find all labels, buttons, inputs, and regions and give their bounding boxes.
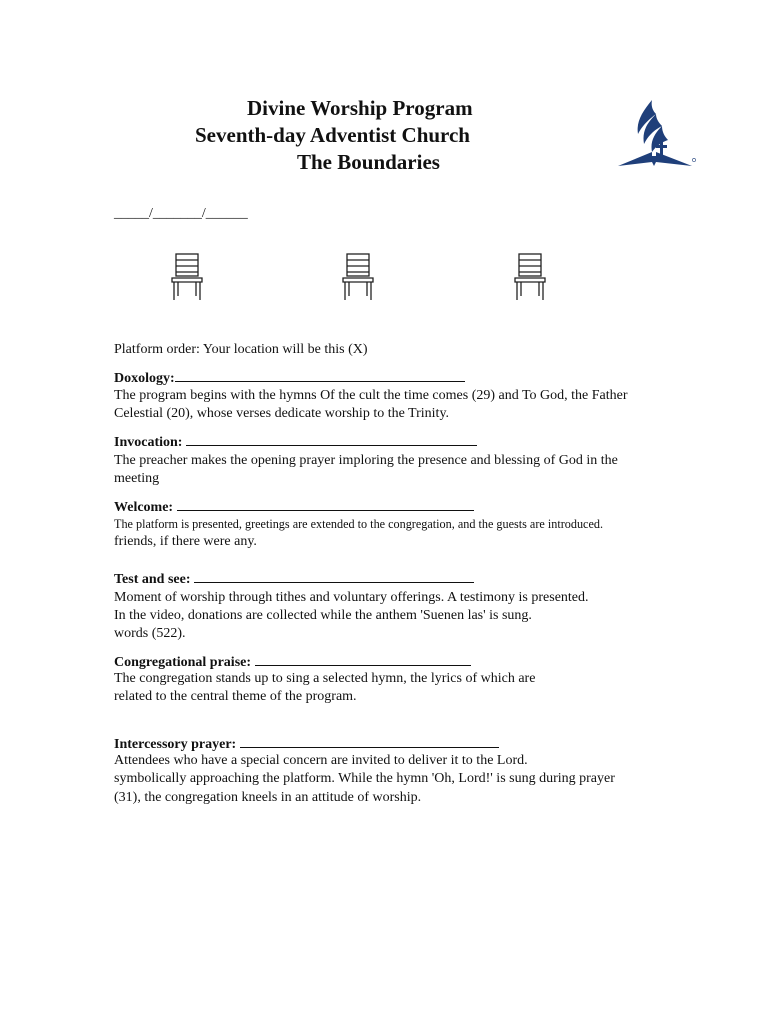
section-heading-label: Congregational praise:: [114, 655, 252, 670]
title-line-3: The Boundaries: [297, 150, 440, 174]
chair-icon: [342, 252, 374, 302]
test-and-see-text-line-1: Moment of worship through tithes and voluntary offerings. A testimony is presented.: [114, 590, 589, 605]
section-heading-label: Intercessory prayer:: [114, 737, 237, 752]
test-and-see-heading: [114, 570, 474, 589]
congregational-praise-text-line-2: related to the central theme of the program.: [114, 689, 357, 704]
platform-order-text: Platform order: Your location will be this (X): [114, 342, 368, 357]
blank-line: [177, 498, 474, 511]
intercessory-prayer-text-line-3: (31), the congregation kneels in an attitude of worship.: [114, 790, 422, 805]
congregational-praise-text-line-1: The congregation stands up to sing a selected hymn, the lyrics of which are: [114, 671, 536, 686]
section-heading-label: Invocation:: [114, 435, 183, 450]
intercessory-prayer-text-line-2: symbolically approaching the platform. While the hymn 'Oh, Lord!' is sung during prayer: [114, 771, 615, 786]
date-blank: _____/_______/______: [114, 206, 248, 221]
section-heading-label: Welcome:: [114, 500, 174, 515]
intercessory-prayer-text-line-1: Attendees who have a special concern are invited to deliver it to the Lord.: [114, 753, 528, 768]
adventist-logo-icon: [612, 96, 698, 172]
test-and-see-text-line-2: In the video, donations are collected while the anthem 'Suenen las' is sung.: [114, 608, 532, 623]
blank-line: [255, 653, 471, 666]
welcome-text-line-1: The platform is presented, greetings are extended to the congregation, and the guests are introduced.: [114, 517, 604, 531]
doxology-heading: [114, 369, 465, 388]
doxology-text-line-1: The program begins with the hymns Of the cult the time comes (29) and To God, the Father: [114, 388, 628, 403]
title-line-2: Seventh-day Adventist Church: [195, 123, 470, 147]
chair-icon: [514, 252, 546, 302]
invocation-heading: [114, 433, 477, 452]
section-heading-label: Doxology:: [114, 371, 175, 386]
test-and-see-text-line-3: words (522).: [114, 626, 186, 641]
section-heading-label: Test and see:: [114, 572, 191, 587]
blank-line: [194, 570, 474, 583]
blank-line: [240, 735, 499, 748]
welcome-text-line-2: friends, if there were any.: [114, 534, 257, 549]
doxology-text-line-2: Celestial (20), whose verses dedicate worship to the Trinity.: [114, 406, 450, 421]
invocation-text-line-2: meeting: [114, 471, 160, 486]
title-line-1: Divine Worship Program: [247, 96, 473, 120]
blank-line: [186, 433, 477, 446]
blank-line: [175, 369, 465, 382]
chair-icon: [171, 252, 203, 302]
invocation-text-line-1: The preacher makes the opening prayer imploring the presence and blessing of God in the: [114, 453, 618, 468]
